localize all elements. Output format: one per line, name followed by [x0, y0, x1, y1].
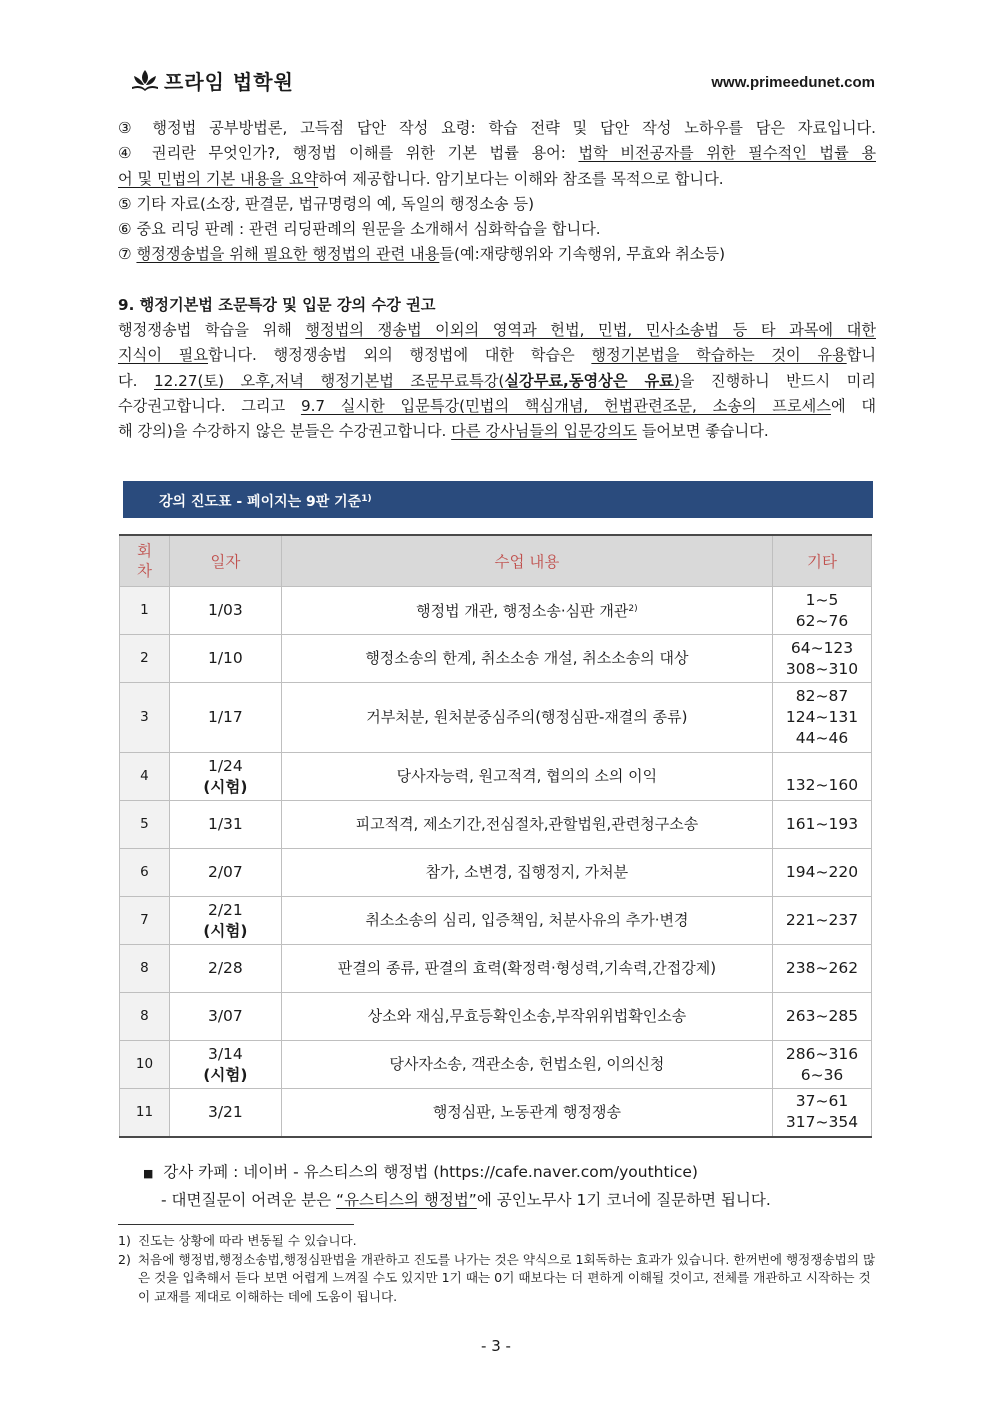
- session-content: [281, 587, 772, 635]
- list-item-7: [118, 242, 876, 267]
- table-row: [120, 849, 872, 897]
- date-text: 2/07: [207, 863, 243, 881]
- session-pages: [773, 587, 872, 635]
- logo: [130, 66, 294, 95]
- page-range: 44~46: [795, 729, 849, 747]
- underlined-text: 법학 비전공자를 위한 필수적인 법률 용: [578, 144, 876, 163]
- lotus-book-icon: [130, 67, 160, 95]
- schedule-banner: [123, 481, 873, 518]
- session-date: [169, 587, 281, 635]
- footnote-number: 2): [118, 1251, 131, 1267]
- text-span: ④ 권리란 무엇인가?, 행정법 이해를 위한 기본 법률 용어:: [118, 144, 579, 163]
- col-header-session: [120, 535, 170, 587]
- text-span: 하여 제공합니다. 암기보다는 이해와 참조를 목적으로 합니다.: [318, 169, 724, 188]
- text-span: 을 진행하니 반드시 미리: [679, 371, 876, 390]
- exam-label: (시험): [203, 921, 248, 940]
- underlined-text: ): [673, 371, 680, 390]
- text-span: 다.: [118, 371, 155, 390]
- session-date: [169, 849, 281, 897]
- content-text: 취소소송의 심리, 입증책임, 처분사유의 추가·변경: [365, 911, 689, 929]
- footnote: [118, 1232, 876, 1251]
- session-pages: [773, 1041, 872, 1089]
- content-text: 피고적격, 제소기간,전심절차,관할법원,관련청구소송: [355, 815, 699, 833]
- col-header-date: 일자: [169, 535, 281, 587]
- page-range: 132~160: [785, 776, 859, 794]
- date-text: 1/17: [207, 708, 243, 726]
- text-span: 들어보면 좋습니다.: [636, 422, 769, 441]
- section-9-line2: [118, 343, 876, 368]
- content-text: 판결의 종류, 판결의 효력(확정력·형성력,기속력,간접강제): [337, 959, 717, 977]
- underlined-text: 행정법의 쟁송법 이외의 영역과 헌법, 민법, 민사소송법 등 타 과목에 대한: [305, 321, 876, 340]
- question-note: [143, 1187, 883, 1214]
- table-row: [120, 1089, 872, 1137]
- schedule-table: [119, 534, 872, 1138]
- page-range: 1~5: [805, 590, 839, 609]
- cafe-name-link: “유스티스의 행정법”: [336, 1191, 477, 1209]
- underlined-text: 9.7 실시한 입문특강(민법의 핵심개념, 헌법관련조문, 소송의 프로세스: [300, 396, 831, 415]
- text-span: ⑦: [118, 245, 137, 264]
- table-row: [120, 753, 872, 801]
- session-pages: [773, 1089, 872, 1137]
- page-range: 6~36: [800, 1065, 844, 1084]
- content-text: 상소와 재심,무효등확인소송,부작위위법확인소송: [367, 1007, 687, 1025]
- session-number: 2: [120, 635, 170, 683]
- footnote: [118, 1251, 876, 1307]
- date-text: 3/14: [207, 1044, 243, 1063]
- text-span: 에 공인노무사 1기 코너에 질문하면 됩니다.: [476, 1191, 771, 1209]
- session-number: 4: [120, 753, 170, 801]
- session-pages: [773, 993, 872, 1041]
- table-header-row: [120, 535, 872, 587]
- text-span: 해 강의)을 수강하지 않은 분들은 수강권고합니다.: [118, 422, 452, 441]
- session-pages: [773, 897, 872, 945]
- session-content: [281, 849, 772, 897]
- underlined-text: 어 및 민법의 기본 내용을 요약: [118, 169, 319, 188]
- cafe-text: 강사 카페 : 네이버 - 유스티스의 행정법 (https://cafe.naver.com/youthtice): [163, 1163, 698, 1181]
- page-range: 317~354: [785, 1113, 859, 1132]
- footnote-divider: [118, 1224, 354, 1225]
- session-pages: [773, 683, 872, 753]
- session-number: 8: [120, 993, 170, 1041]
- list-item-5: ⑤ 기타 자료(소장, 판결문, 법규명령의 예, 독일의 행정소송 등): [118, 194, 535, 213]
- session-pages: [773, 635, 872, 683]
- session-content: [281, 683, 772, 753]
- content-text: 거부처분, 원처분중심주의(행정심판-재결의 종류): [366, 708, 688, 726]
- session-content: [281, 897, 772, 945]
- page-range: 82~87: [795, 687, 849, 705]
- underlined-text: 행정기본법을 학습하는 것이 유용: [591, 346, 847, 365]
- session-number: 10: [120, 1041, 170, 1089]
- session-date: [169, 993, 281, 1041]
- exam-label: (시험): [203, 1065, 248, 1084]
- date-text: 2/28: [207, 959, 243, 977]
- session-content: [281, 635, 772, 683]
- table-row: [120, 587, 872, 635]
- section-9-line5: [118, 419, 876, 444]
- table-row: [120, 801, 872, 849]
- session-number: 11: [120, 1089, 170, 1137]
- date-text: 1/24: [207, 756, 243, 775]
- session-number: 6: [120, 849, 170, 897]
- page-range: 194~220: [785, 863, 859, 881]
- session-content: [281, 1041, 772, 1089]
- page-range: 263~285: [785, 1007, 859, 1025]
- session-date: [169, 945, 281, 993]
- footnote-text: 처음에 행정법,행정소송법,행정심판법을 개관하고 진도를 나가는 것은 약식으로 1회독하는 효과가 있습니다. 한꺼번에 행정쟁송법의 많은 것을 입축해서 듣다 보면 어렵게 느껴질 수도 있지만 1기 때는 0기 때보다는 더 편하게 이해될 것이고, 전체를 개관하고 시작하는 것이 교재를 제대로 이해하는 데에 도움이 됩니다.: [138, 1251, 876, 1304]
- session-date: [169, 683, 281, 753]
- table-row: [120, 683, 872, 753]
- table-row: [120, 945, 872, 993]
- bold-underlined-text: 실강무료,동영상은 유료: [504, 371, 674, 390]
- list-item-4-line1: [118, 141, 876, 166]
- section-9-line4: [118, 394, 876, 419]
- col-header-etc: 기타: [773, 535, 872, 587]
- content-text: 행정심판, 노동관계 행정쟁송: [432, 1102, 621, 1121]
- date-text: 3/21: [207, 1102, 243, 1121]
- footnote-ref: 1): [361, 494, 372, 504]
- page-header: [130, 66, 875, 100]
- page-range: 308~310: [785, 659, 859, 678]
- session-pages: [773, 801, 872, 849]
- list-item-6: ⑥ 중요 리딩 판례 : 관련 리딩판례의 원문을 소개해서 심화학습을 합니다.: [118, 220, 601, 239]
- text-span: 수강권고합니다. 그리고: [118, 396, 301, 415]
- session-pages: [773, 849, 872, 897]
- session-content: [281, 801, 772, 849]
- session-date: [169, 801, 281, 849]
- square-bullet-icon: ■: [143, 1167, 154, 1180]
- section-9-line1: [118, 318, 876, 343]
- session-date: [169, 753, 281, 801]
- session-date: [169, 635, 281, 683]
- page-range: 286~316: [785, 1044, 859, 1063]
- underlined-text: 다른 강사님들의 입문강의도: [451, 422, 637, 441]
- table-row: [120, 1041, 872, 1089]
- content-text: 당사자소송, 객관소송, 헌법소원, 이의신청: [389, 1055, 665, 1073]
- text-span: 들(예:재량행위와 기속행위, 무효와 취소등): [439, 245, 726, 264]
- section-9-line3: [118, 369, 876, 394]
- page-range: 37~61: [795, 1092, 849, 1111]
- table-row: [120, 897, 872, 945]
- content-text: 참가, 소변경, 집행정지, 가처분: [425, 863, 629, 881]
- page-range: 62~76: [795, 611, 849, 630]
- session-date: [169, 897, 281, 945]
- text-span: 행정쟁송법 학습을 위해: [118, 321, 306, 340]
- page-range: 124~131: [785, 708, 859, 726]
- body-text: [118, 116, 876, 445]
- exam-label: (시험): [203, 777, 248, 796]
- notes: [143, 1159, 883, 1214]
- page-number: - 3 -: [481, 1337, 511, 1355]
- page-range: 221~237: [785, 911, 859, 929]
- session-date: [169, 1089, 281, 1137]
- session-content: [281, 945, 772, 993]
- col-header-content: 수업 내용: [281, 535, 772, 587]
- cafe-note: [143, 1159, 883, 1187]
- footnote-text: 진도는 상황에 따라 변동될 수 있습니다.: [138, 1233, 357, 1248]
- list-item-4-line2: [118, 167, 876, 192]
- content-text: 행정소송의 한계, 취소소송 개설, 취소소송의 대상: [365, 649, 689, 667]
- page-range: 161~193: [785, 815, 859, 833]
- content-text: 당사자능력, 원고적격, 협의의 소의 이익: [396, 767, 658, 785]
- session-content: [281, 1089, 772, 1137]
- text-span: 에 대: [830, 396, 877, 415]
- session-content: [281, 993, 772, 1041]
- underlined-text: 12.27(토) 오후,저녁 행정기본법 조문무료특강(: [154, 371, 505, 390]
- underlined-text: 지식이 필요: [118, 346, 208, 365]
- text-span: - 대면질문이 어려운 분은: [161, 1191, 337, 1209]
- section-9-title: 9. 행정기본법 조문특강 및 입문 강의 수강 권고: [118, 295, 436, 314]
- session-number: 7: [120, 897, 170, 945]
- table-row: [120, 635, 872, 683]
- list-item-3: ③ 행정법 공부방법론, 고득점 답안 작성 요령: 학습 전략 및 답안 작성 노하우를 담은 자료입니다.: [118, 119, 876, 137]
- session-number: 1: [120, 587, 170, 635]
- content-text: 행정법 개관, 행정소송·심판 개관: [416, 602, 629, 620]
- session-pages: [773, 753, 872, 801]
- date-text: 1/10: [207, 649, 243, 667]
- page-range: 238~262: [785, 959, 859, 977]
- banner-title: 강의 진도표 - 페이지는 9판 기준: [159, 494, 362, 510]
- text-span: 합니다. 행정쟁송법 외의 행정법에 대한 학습은: [208, 346, 592, 365]
- session-pages: [773, 945, 872, 993]
- site-url[interactable]: www.primeedunet.com: [711, 74, 875, 91]
- session-number: 8: [120, 945, 170, 993]
- page-range: 64~123: [790, 638, 854, 657]
- footnote-number: 1): [118, 1233, 131, 1248]
- footnotes: [118, 1232, 876, 1306]
- date-text: 1/31: [207, 815, 243, 833]
- date-text: 2/21: [207, 900, 243, 919]
- session-number: 3: [120, 683, 170, 753]
- footnote-ref: 2): [628, 604, 638, 614]
- logo-text: 프라임 법학원: [164, 70, 294, 94]
- table-row: [120, 993, 872, 1041]
- session-number: 5: [120, 801, 170, 849]
- session-content: [281, 753, 772, 801]
- session-header-text: 회 차: [136, 542, 152, 580]
- underlined-text: 행정쟁송법을 위해 필요한 행정법의 관련 내용: [136, 245, 440, 264]
- date-text: 1/03: [207, 601, 243, 619]
- session-date: [169, 1041, 281, 1089]
- date-text: 3/07: [207, 1007, 243, 1025]
- text-span: 합니: [846, 346, 877, 365]
